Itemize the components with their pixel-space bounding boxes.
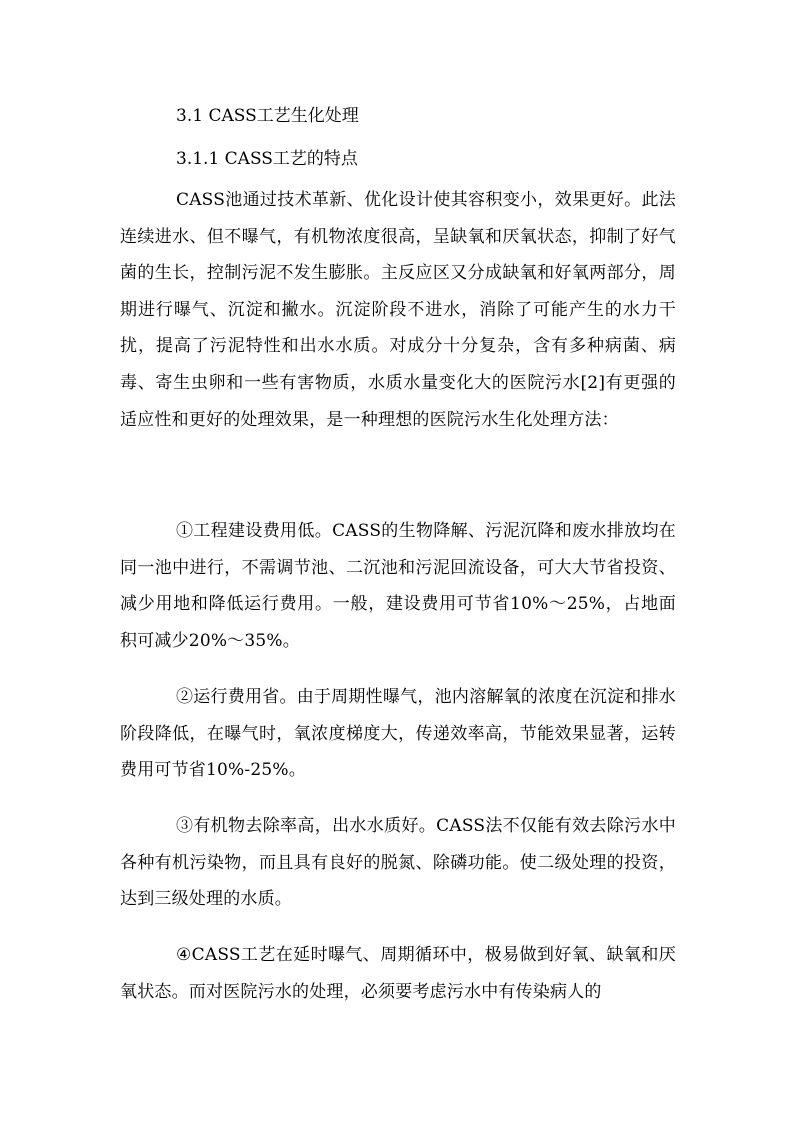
body-paragraph: ③有机物去除率高，出水水质好。CASS法不仅能有效去除污水中各种有机污染物，而且具有良好的脱氮、除磷功能。使二级处理的投资，达到三级处理的水质。 <box>120 816 676 910</box>
body-paragraph: ②运行费用省。由于周期性曝气，池内溶解氧的浓度在沉淀和排水阶段降低，在曝气时，氧浓度梯度大，传递效率高，节能效果显著，运转费用可节省10%-25%。 <box>120 687 676 781</box>
section-heading: 3.1 CASS工艺生化处理 <box>176 106 359 126</box>
body-paragraph: CASS池通过技术革新、优化设计使其容积变小，效果更好。此法连续进水、但不曝气，有机物浓度很高，呈缺氧和厌氧状态，抑制了好气菌的生长，控制污泥不发生膨胀。主反应区又分成缺氧和好氧两部分，周期进行曝气、沉淀和撇水。沉淀阶段不进水，消除了可能产生的水力干扰，提高了污泥特性和出水水质。对成分十分复杂，含有多种病菌、病毒、寄生虫卵和一些有害物质，水质水量变化大的医院污水[2]有更强的适应性和更好的处理效果，是一种理想的医院污水生化处理方法： <box>120 190 676 430</box>
body-paragraph: ①工程建设费用低。CASS的生物降解、污泥沉降和废水排放均在同一池中进行，不需调节池、二沉池和污泥回流设备，可大大节省投资、减少用地和降低运行费用。一般，建设费用可节省10%～25%，占地面积可减少20%～35%。 <box>120 521 676 651</box>
body-paragraph: ④CASS工艺在延时曝气、周期循环中，极易做到好氧、缺氧和厌氧状态。而对医院污水的处理，必须要考虑污水中有传染病人的 <box>120 945 676 1002</box>
subsection-heading: 3.1.1 CASS工艺的特点 <box>176 149 358 169</box>
